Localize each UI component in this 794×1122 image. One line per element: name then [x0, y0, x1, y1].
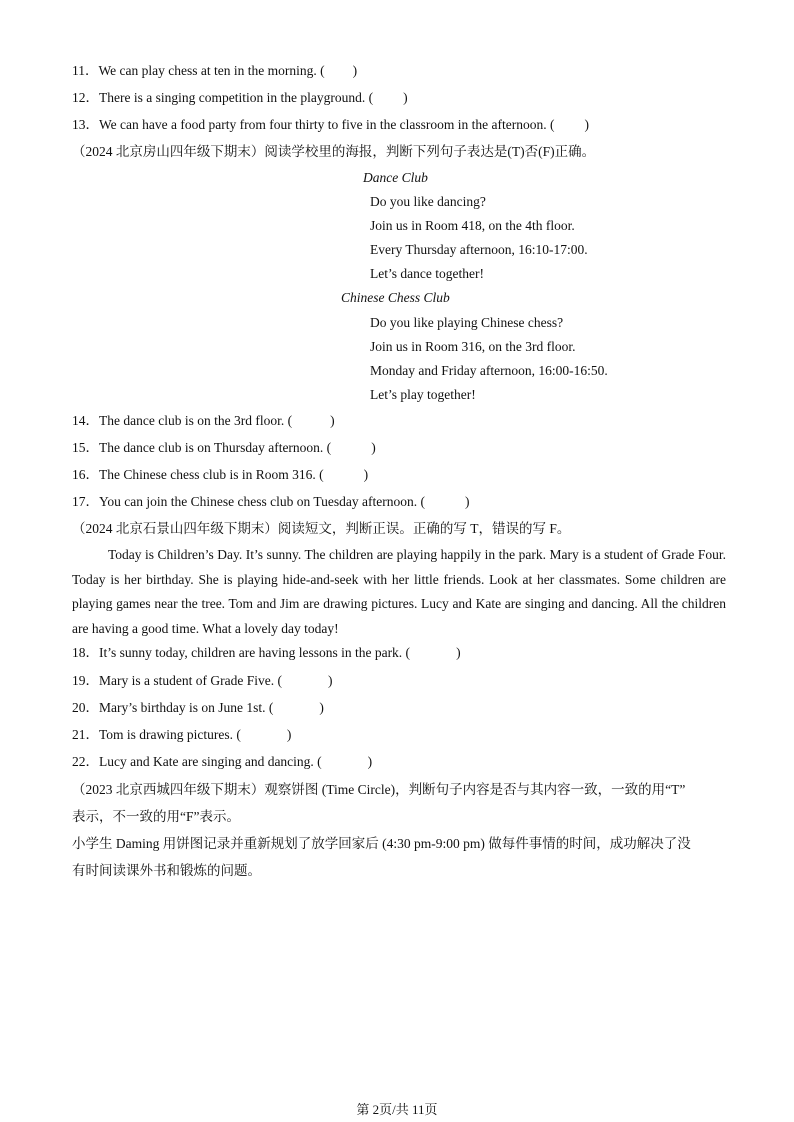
section-instruction-cont: 表示，不一致的用“F”表示。 [72, 809, 240, 824]
section-instruction: （2023 北京西城四年级下期末）观察饼图 (Time Circle)，判断句子内容是否与其内容一致，一致的用“T” [72, 782, 686, 797]
poster-title-chess: Chinese Chess Club [341, 290, 450, 305]
question-number: 19． [72, 673, 99, 688]
question-12: 12．There is a singing competition in the playground. ( ) [72, 90, 408, 105]
question-13: 13．We can have a food party from four thirty to five in the classroom in the afternoon. ( ) [72, 117, 590, 132]
question-11: 11．We can play chess at ten in the morning. ( ) [72, 63, 358, 78]
question-number: 11． [72, 63, 99, 78]
question-number: 15． [72, 440, 99, 455]
question-text: Lucy and Kate are singing and dancing. ( [99, 754, 322, 769]
question-number: 21． [72, 727, 99, 742]
poster-line: Do you like dancing? [370, 194, 486, 209]
question-number: 18． [72, 645, 99, 660]
question-18: 18．It’s sunny today, children are having lessons in the park. ( ) [72, 645, 461, 660]
passage-text: Today is Children’s Day. It’s sunny. The children are playing happily in the park. Mary is a student of Grade Four. Today is her birthday. She is playing hide-and-seek with her little friends. Look at her classmates. Some children are playing games near the tree. Tom and Jim are drawing pictures. Lucy and Kate are singing and dancing. All the children are having a good time. What a lovely day today! [72, 547, 726, 636]
question-text: The dance club is on Thursday afternoon. ( [99, 440, 332, 455]
section-instruction: （2024 北京石景山四年级下期末）阅读短文，判断正误。正确的写 T，错误的写 F。 [72, 521, 571, 536]
question-20: 20．Mary’s birthday is on June 1st. ( ) [72, 700, 324, 715]
question-number: 14． [72, 413, 99, 428]
reading-passage [72, 543, 726, 641]
question-text: The dance club is on the 3rd floor. ( [99, 413, 293, 428]
question-number: 12． [72, 90, 99, 105]
question-text: Mary’s birthday is on June 1st. ( [99, 700, 274, 715]
question-16: 16．The Chinese chess club is in Room 316. ( ) [72, 467, 369, 482]
question-14: 14．The dance club is on the 3rd floor. ( ) [72, 413, 335, 428]
poster-line: Monday and Friday afternoon, 16:00-16:50. [370, 363, 608, 378]
question-number: 13． [72, 117, 99, 132]
question-text: The Chinese chess club is in Room 316. ( [99, 467, 324, 482]
question-text: It’s sunny today, children are having lessons in the park. ( [99, 645, 411, 660]
page-footer: 第 2页/共 11页 [356, 1102, 438, 1117]
question-text: You can join the Chinese chess club on Tuesday afternoon. ( [99, 494, 425, 509]
poster-line: Let’s play together! [370, 387, 476, 402]
poster-title-dance: Dance Club [363, 170, 428, 185]
question-22: 22．Lucy and Kate are singing and dancing. ( ) [72, 754, 373, 769]
question-text: We can have a food party from four thirty to five in the classroom in the afternoon. ( [99, 117, 555, 132]
question-21: 21．Tom is drawing pictures. ( ) [72, 727, 292, 742]
poster-line: Let’s dance together! [370, 266, 484, 281]
question-number: 22． [72, 754, 99, 769]
question-number: 20． [72, 700, 99, 715]
question-17: 17．You can join the Chinese chess club on Tuesday afternoon. ( ) [72, 494, 470, 509]
question-19: 19．Mary is a student of Grade Five. ( ) [72, 673, 333, 688]
question-text: Mary is a student of Grade Five. ( [99, 673, 282, 688]
poster-line: Join us in Room 418, on the 4th floor. [370, 218, 575, 233]
section-description-cont: 有时间读课外书和锻炼的问题。 [72, 863, 261, 878]
question-text: There is a singing competition in the playground. ( [99, 90, 374, 105]
question-number: 17． [72, 494, 99, 509]
question-number: 16． [72, 467, 99, 482]
poster-line: Join us in Room 316, on the 3rd floor. [370, 339, 576, 354]
poster-line: Do you like playing Chinese chess? [370, 315, 564, 330]
question-text: Tom is drawing pictures. ( [99, 727, 241, 742]
section-description: 小学生 Daming 用饼图记录并重新规划了放学回家后 (4:30 pm-9:00 pm) 做每件事情的时间，成功解决了没 [72, 836, 691, 851]
question-text: We can play chess at ten in the morning. ( [98, 63, 325, 78]
question-15: 15．The dance club is on Thursday afternoon. ( ) [72, 440, 376, 455]
section-instruction: （2024 北京房山四年级下期末）阅读学校里的海报，判断下列句子表达是(T)否(F)正确。 [72, 144, 596, 159]
poster-line: Every Thursday afternoon, 16:10-17:00. [370, 242, 588, 257]
